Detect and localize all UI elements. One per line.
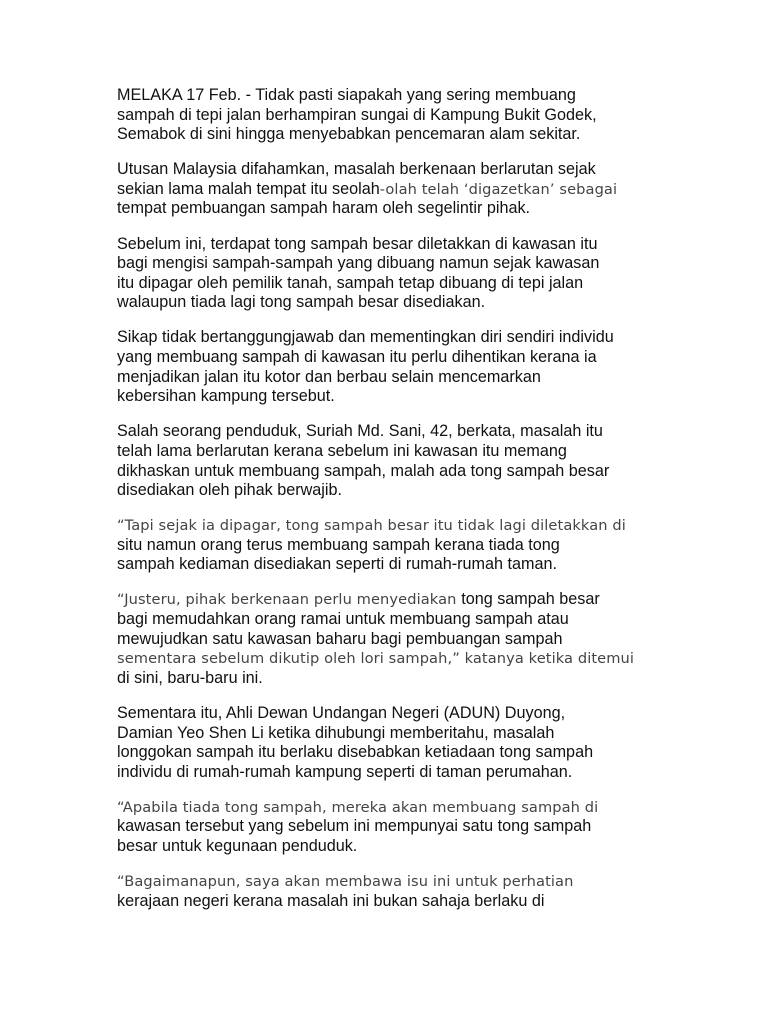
text-segment: dikhaskan untuk membuang sampah, malah ada tong sampah besar <box>117 461 610 480</box>
text-segment: “Bagaimanapun, saya akan membawa isu ini untuk perhatian <box>117 873 574 891</box>
text-segment: sampah kediaman disediakan seperti di rumah-rumah taman. <box>117 555 557 574</box>
text-segment: bagi memudahkan orang ramai untuk membuang sampah atau <box>117 610 569 629</box>
article-paragraph <box>117 422 662 500</box>
text-segment: sekian lama malah tempat itu seolah <box>117 179 380 198</box>
text-segment: di sini, baru-baru ini. <box>117 668 263 687</box>
text-segment: walaupun tiada lagi tong sampah besar disediakan. <box>117 293 486 312</box>
text-segment: besar untuk kegunaan penduduk. <box>117 837 358 855</box>
text-line <box>117 892 662 912</box>
text-line <box>117 387 662 407</box>
text-segment: kerajaan negeri kerana masalah ini bukan sahaja berlaku di <box>117 891 545 910</box>
text-segment: Salah seorang penduduk, Suriah Md. Sani, 42, berkata, masalah itu <box>117 422 603 441</box>
text-segment: yang membuang sampah di kawasan itu perlu dihentikan kerana ia <box>117 348 597 367</box>
text-segment: situ namun orang terus membuang sampah kerana tiada tong <box>117 535 560 554</box>
text-line <box>117 837 662 857</box>
text-segment: “Apabila tiada tong sampah, mereka akan membuang sampah di <box>117 798 599 816</box>
text-segment: disediakan oleh pihak berwajib. <box>117 481 342 500</box>
article-paragraph <box>117 86 662 145</box>
text-segment: Semabok di sini hingga menyebabkan pencemaran alam sekitar. <box>117 125 581 144</box>
text-line <box>117 254 662 274</box>
text-line <box>117 86 662 106</box>
text-line <box>117 649 662 669</box>
text-line <box>117 442 662 462</box>
text-line <box>117 274 662 294</box>
text-line <box>117 328 662 348</box>
text-line <box>117 293 662 313</box>
article-paragraph <box>117 704 662 782</box>
text-line <box>117 743 662 763</box>
text-segment: “Tapi sejak ia dipagar, tong sampah besar itu tidak lagi diletakkan di <box>117 517 626 535</box>
article-paragraph <box>117 235 662 313</box>
text-segment: Damian Yeo Shen Li ketika dihubungi memberitahu, masalah <box>117 723 555 742</box>
article-paragraph <box>117 798 662 857</box>
text-line <box>117 199 662 219</box>
text-line <box>117 368 662 388</box>
text-line <box>117 704 662 724</box>
text-segment: Sementara itu, Ahli Dewan Undangan Negeri (ADUN) Duyong, <box>117 703 566 722</box>
article-paragraph <box>117 328 662 406</box>
text-line <box>117 235 662 255</box>
text-line <box>117 516 662 536</box>
text-segment: kawasan tersebut yang sebelum ini mempunyai satu tong sampah <box>117 817 592 836</box>
text-line <box>117 125 662 145</box>
text-line <box>117 422 662 442</box>
text-line <box>117 872 662 892</box>
text-segment: mewujudkan satu kawasan baharu bagi pembuangan sampah <box>117 629 563 648</box>
text-segment: Sebelum ini, terdapat tong sampah besar diletakkan di kawasan itu <box>117 234 598 253</box>
article-paragraph <box>117 516 662 575</box>
text-line <box>117 180 662 200</box>
article-body <box>117 86 662 927</box>
text-line <box>117 724 662 744</box>
text-line <box>117 630 662 650</box>
article-paragraph <box>117 590 662 688</box>
text-segment: menjadikan jalan itu kotor dan berbau selain mencemarkan <box>117 367 541 386</box>
text-line <box>117 462 662 482</box>
article-paragraph <box>117 872 662 911</box>
text-segment: sementara sebelum dikutip oleh lori sampah,” <box>117 650 465 668</box>
text-segment: sampah di tepi jalan berhampiran sungai di Kampung Bukit Godek, <box>117 105 597 124</box>
text-segment: -olah telah ‘digazetkan’ sebagai <box>379 180 618 198</box>
text-line <box>117 160 662 180</box>
text-segment: “Justeru, pihak berkenaan perlu menyediakan <box>117 591 462 609</box>
text-segment: longgokan sampah itu berlaku disebabkan ketiadaan tong sampah <box>117 743 594 762</box>
text-line <box>117 610 662 630</box>
text-segment: katanya ketika ditemui <box>464 650 635 668</box>
text-segment: tempat pembuangan sampah haram oleh segelintir pihak. <box>117 199 531 218</box>
text-line <box>117 763 662 783</box>
text-segment: tong sampah besar <box>461 590 600 609</box>
text-line <box>117 817 662 837</box>
text-segment: telah lama berlarutan kerana sebelum ini kawasan itu memang <box>117 441 567 460</box>
text-segment: kebersihan kampung tersebut. <box>117 387 335 406</box>
text-segment: Utusan Malaysia difahamkan, masalah berkenaan berlarutan sejak <box>117 160 596 179</box>
text-segment: individu di rumah-rumah kampung seperti di taman perumahan. <box>117 762 573 781</box>
text-line <box>117 555 662 575</box>
text-segment: MELAKA 17 Feb. - Tidak pasti siapakah yang sering membuang <box>117 86 576 104</box>
text-segment: bagi mengisi sampah-sampah yang dibuang namun sejak kawasan <box>117 254 600 273</box>
text-line <box>117 106 662 126</box>
text-line <box>117 798 662 818</box>
text-line <box>117 669 662 689</box>
text-line <box>117 348 662 368</box>
text-segment: itu dipagar oleh pemilik tanah, sampah tetap dibuang di tepi jalan <box>117 273 584 292</box>
article-paragraph <box>117 160 662 219</box>
text-line <box>117 536 662 556</box>
text-segment: Sikap tidak bertanggungjawab dan mementingkan diri sendiri individu <box>117 328 614 347</box>
text-line <box>117 590 662 610</box>
text-line <box>117 481 662 501</box>
